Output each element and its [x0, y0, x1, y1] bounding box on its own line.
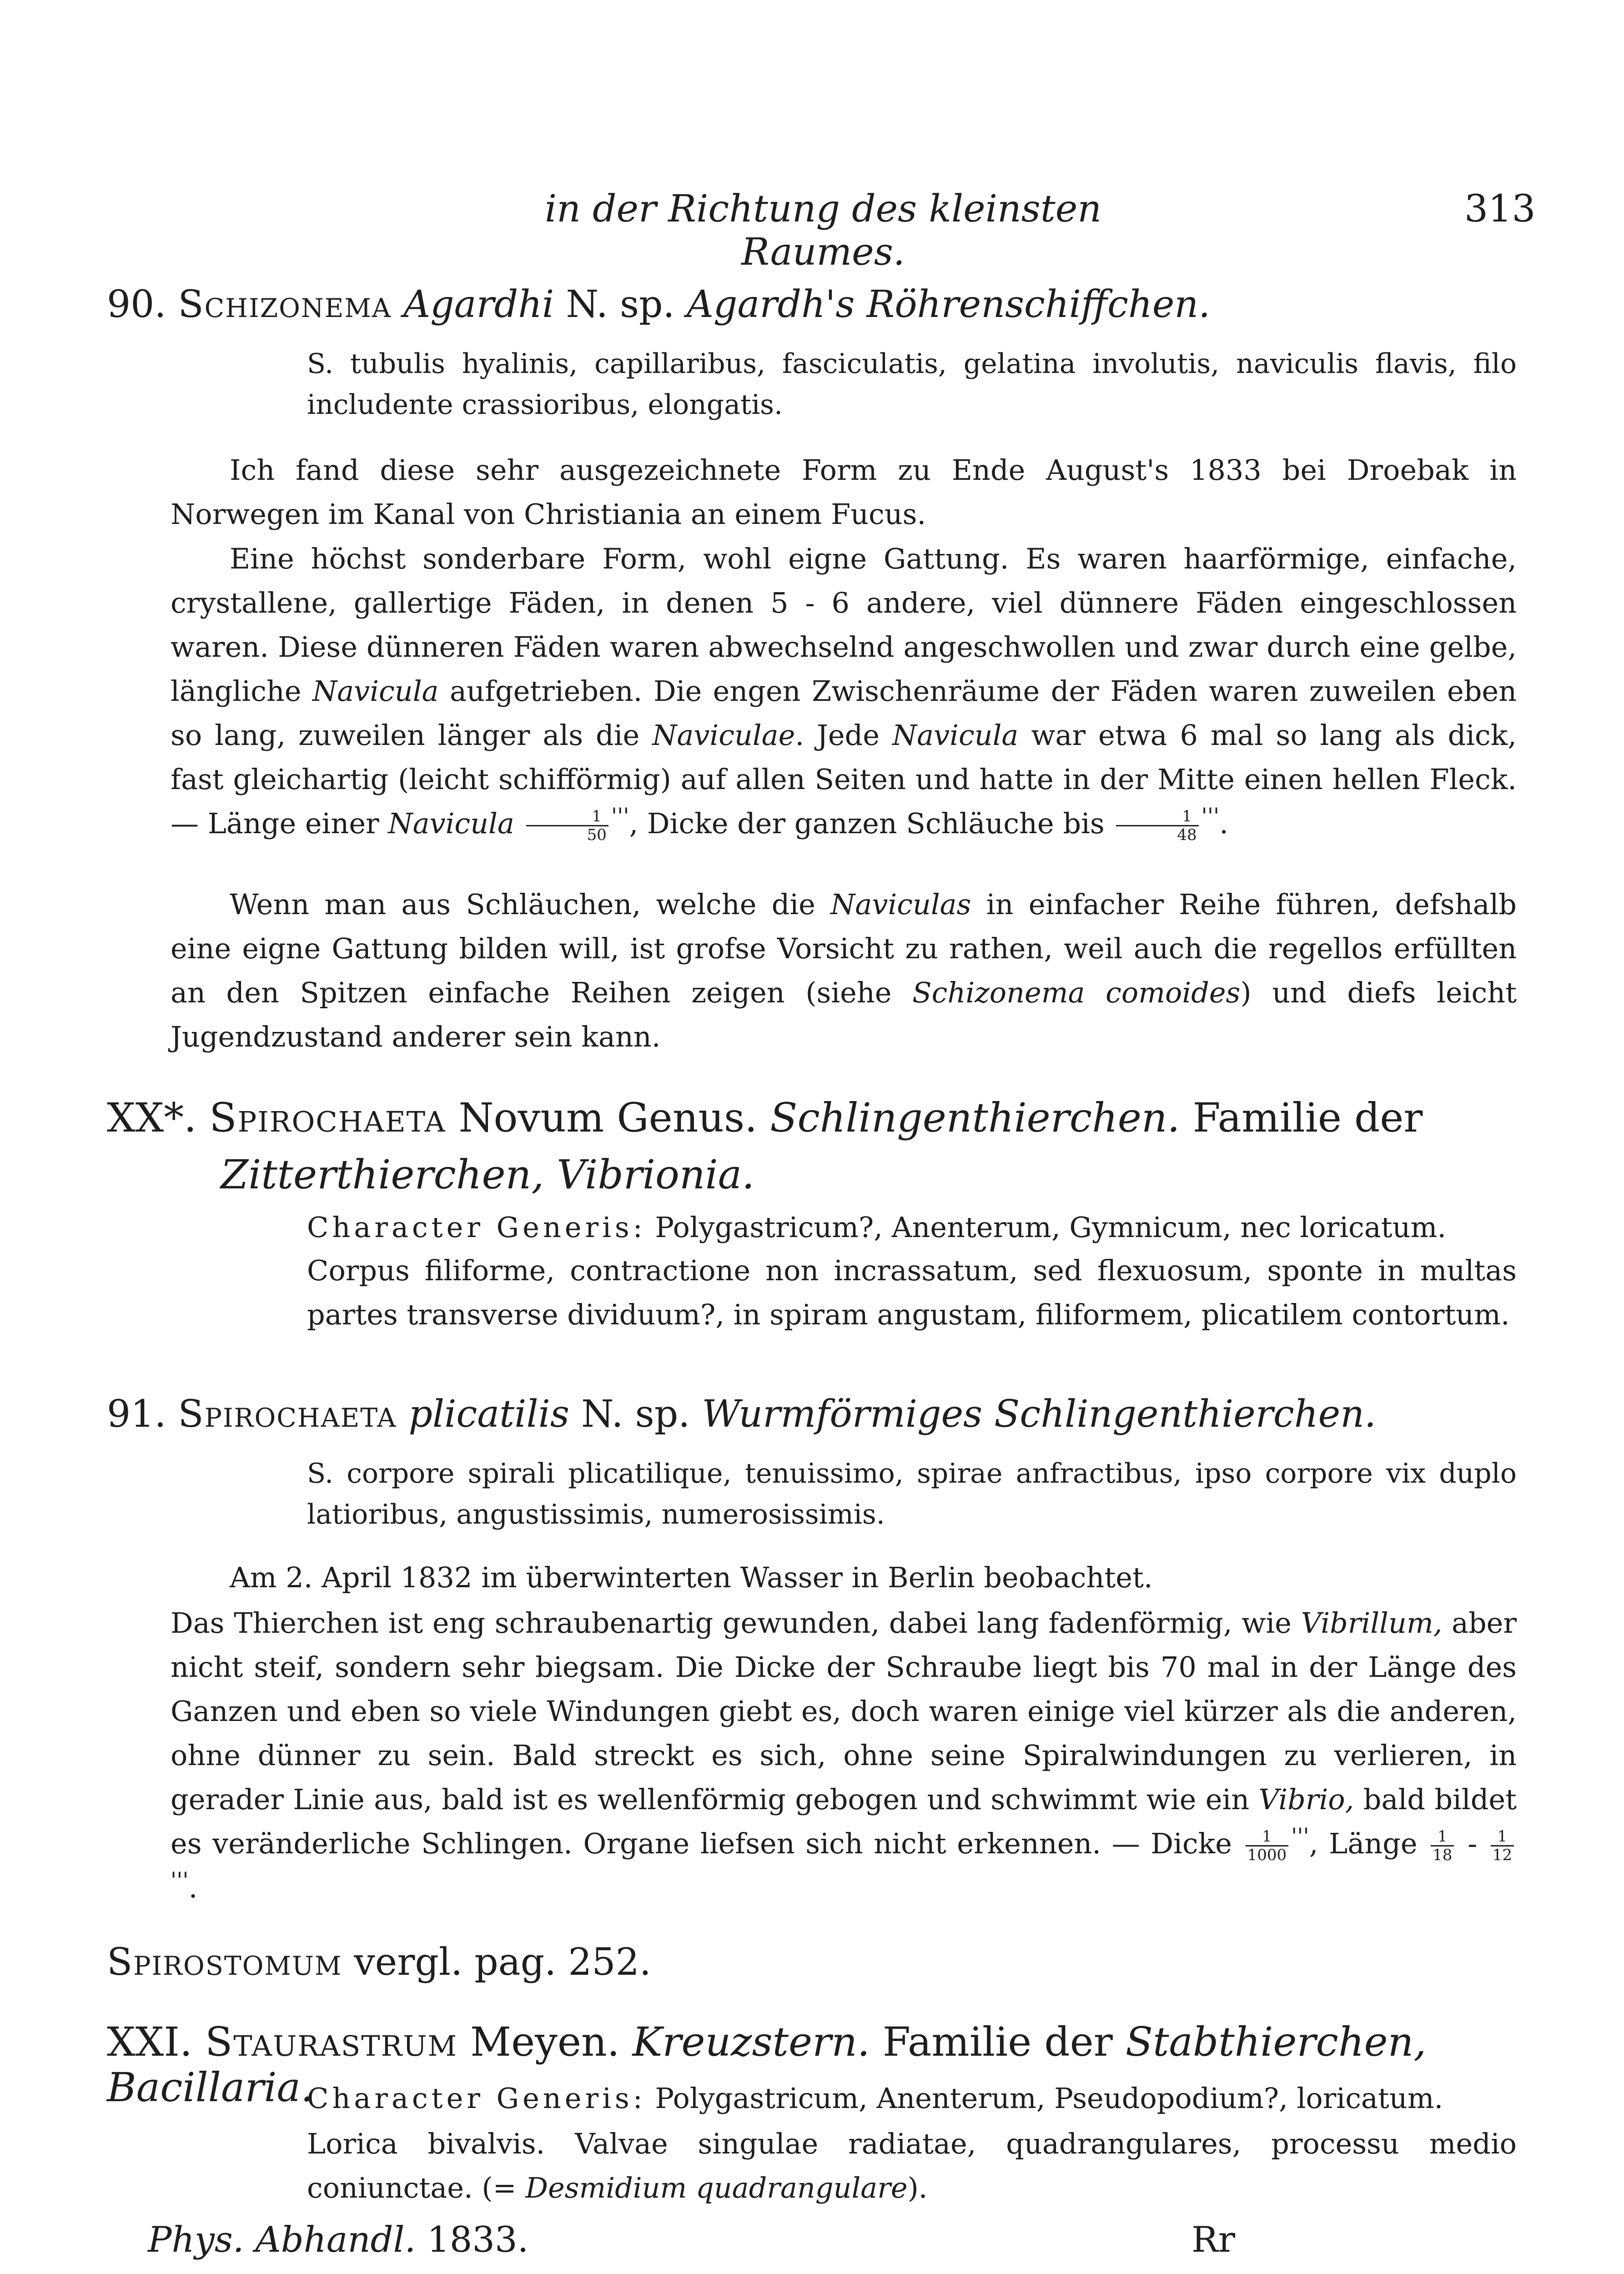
genus-author: Meyen.	[470, 2018, 620, 2065]
entry-91-latin-description: S. corpore spirali plicatilique, tenuissimo, spirae anfractibus, ipso corpore vix duplo latioribus, angustissimis, numerosissimis.	[307, 1458, 1517, 1530]
family-label: Familie der	[1192, 1094, 1423, 1141]
spirostomum-reference	[107, 1940, 1517, 1985]
genus-name: Spirostomum	[107, 1941, 342, 1984]
genus-name: Spirochaeta	[209, 1094, 446, 1141]
genus-xx-character-2: Corpus filiforme, contractione non incrassatum, sed flexuosum, sponte in multas partes transverse dividuum?, in spiram angustam, filiformem, plicatilem contortum.	[307, 1254, 1517, 1331]
entry-90-paragraph-1: Ich fand diese sehr ausgezeichnete Form zu Ende August's 1833 bei Droebak in Norwegen im Kanal von Christiania an einem Fucus.	[171, 453, 1517, 531]
genus-label: Novum Genus.	[458, 1094, 758, 1141]
page-number: 313	[1464, 187, 1536, 231]
fraction: $\frac{1}{1000}$	[1246, 1828, 1289, 1864]
genus-xx-character: Character Generis: Polygastricum?, Anenterum, Gymnicum, nec loricatum.	[307, 1211, 1447, 1244]
footer-journal: Phys. Abhandl. 1833.	[148, 2219, 529, 2260]
taxon-italic: Naviculae	[652, 719, 795, 752]
character-label: Character Generis:	[307, 2082, 646, 2115]
taxon-italic: Naviculas	[830, 888, 971, 921]
common-name: Schlingenthierchen.	[770, 1094, 1180, 1141]
taxon-italic: Vibrio,	[1258, 1783, 1354, 1816]
common-name: Kreuzstern.	[632, 2018, 870, 2065]
taxon-italic: Navicula	[388, 807, 514, 840]
page-reference: vergl. pag. 252.	[354, 1941, 651, 1984]
fraction: $\frac{1}{18}$	[1431, 1828, 1454, 1864]
genus-number: XX*.	[107, 1094, 197, 1141]
genus-name: Schizonema	[178, 283, 392, 326]
fraction: $\frac{1}{12}$	[1491, 1828, 1514, 1864]
entry-90-paragraph-3: Wenn man aus Schläuchen, welche die Naviculas in einfacher Reihe führen, defshalb eine eigne Gattung bilden will, ist grofse Vorsicht zu rathen, weil auch die regellos erfüllten an den Spitzen einfache Reihen zeigen (siehe Schizonema comoides) und diefs leicht Jugendzustand anderer sein kann.	[171, 888, 1517, 1053]
genus-number: XXI.	[107, 2018, 193, 2065]
common-name: Agardh's Röhrenschiffchen.	[686, 283, 1211, 326]
genus-xxi-character-2: Lorica bivalvis. Valvae singulae radiatae, quadrangulares, processu medio coniunctae. (= Desmidium quadrangulare).	[307, 2127, 1517, 2204]
species-name: Agardhi	[403, 283, 554, 326]
family-latin: Bacillaria.	[107, 2064, 313, 2111]
species-name: plicatilis	[408, 1393, 569, 1436]
fraction: $\frac{1}{50}$	[526, 808, 608, 844]
entry-number: 90.	[107, 283, 166, 326]
character-label: Character Generis:	[307, 1211, 646, 1244]
taxon-italic: Navicula	[312, 674, 439, 708]
new-species-mark: N. sp.	[566, 283, 675, 326]
entry-90-heading	[107, 282, 1517, 327]
family-label: Familie der	[882, 2018, 1113, 2065]
genus-name: Staurastrum	[205, 2018, 458, 2065]
taxon-italic: Vibrillum,	[1301, 1606, 1443, 1640]
taxon-italic: Schizonema comoides	[912, 976, 1241, 1009]
family-name: Zitterthierchen,	[221, 1151, 544, 1198]
common-name: Wurmförmiges Schlingenthierchen.	[702, 1393, 1376, 1436]
taxon-italic: Navicula	[892, 719, 1019, 752]
genus-name: Spirochaeta	[178, 1393, 397, 1436]
fraction: $\frac{1}{48}$	[1116, 808, 1198, 844]
running-title: in der Richtung des kleinsten Raumes.	[544, 187, 1102, 274]
taxon-italic: Desmidium quadrangulare	[525, 2171, 908, 2204]
entry-91-paragraph-1: Am 2. April 1832 im überwinterten Wasser in Berlin beobachtet.	[230, 1561, 1153, 1594]
family-latin: Vibrionia.	[557, 1151, 755, 1198]
new-species-mark: N. sp.	[581, 1393, 690, 1436]
entry-number: 91.	[107, 1393, 166, 1436]
family-name: Stabthierchen,	[1125, 2018, 1427, 2065]
footer-signature: Rr	[1192, 2219, 1236, 2260]
genus-xx-heading	[107, 1089, 1624, 1203]
entry-90-latin-description: S. tubulis hyalinis, capillaribus, fasciculatis, gelatina involutis, naviculis flavis, filo includente crassioribus, elongatis.	[307, 348, 1517, 421]
entry-91-paragraph-2: Das Thierchen ist eng schraubenartig gewunden, dabei lang fadenförmig, wie Vibrillum, aber nicht steif, sondern sehr biegsam. Die Dicke der Schraube liegt bis 70 mal in der Länge des Ganzen und eben so viele Windungen giebt es, doch waren einige viel kürzer als die anderen, ohne dünner zu sein. Bald streckt es sich, ohne seine Spiralwindungen zu verlieren, in gerader Linie aus, bald ist es wellenförmig gebogen und schwimmt wie ein Vibrio, bald bildet es veränderliche Schlingen. Organe liefsen sich nicht erkennen. — Dicke $\frac{1}{1000}$ ''', Länge $\frac{1}{18}$ - $\frac{1}{12}$ '''.	[171, 1606, 1517, 1904]
genus-xxi-character: Character Generis: Polygastricum, Anenterum, Pseudopodium?, loricatum.	[307, 2082, 1443, 2115]
entry-91-heading	[107, 1392, 1517, 1437]
entry-90-paragraph-2: Eine höchst sonderbare Form, wohl eigne Gattung. Es waren haarförmige, einfache, crystallene, gallertige Fäden, in denen 5 - 6 andere, viel dünnere Fäden eingeschlossen waren. Diese dünneren Fäden waren abwechselnd angeschwollen und zwar durch eine gelbe, längliche Navicula aufgetrieben. Die engen Zwischenräume der Fäden waren zuweilen eben so lang, zuweilen länger als die Naviculae. Jede Navicula war etwa 6 mal so lang als dick, fast gleichartig (leicht schifförmig) auf allen Seiten und hatte in der Mitte einen hellen Fleck. — Länge einer Navicula $\frac{1}{50}$ ''', Dicke der ganzen Schläuche bis $\frac{1}{48}$ '''.	[171, 542, 1517, 845]
